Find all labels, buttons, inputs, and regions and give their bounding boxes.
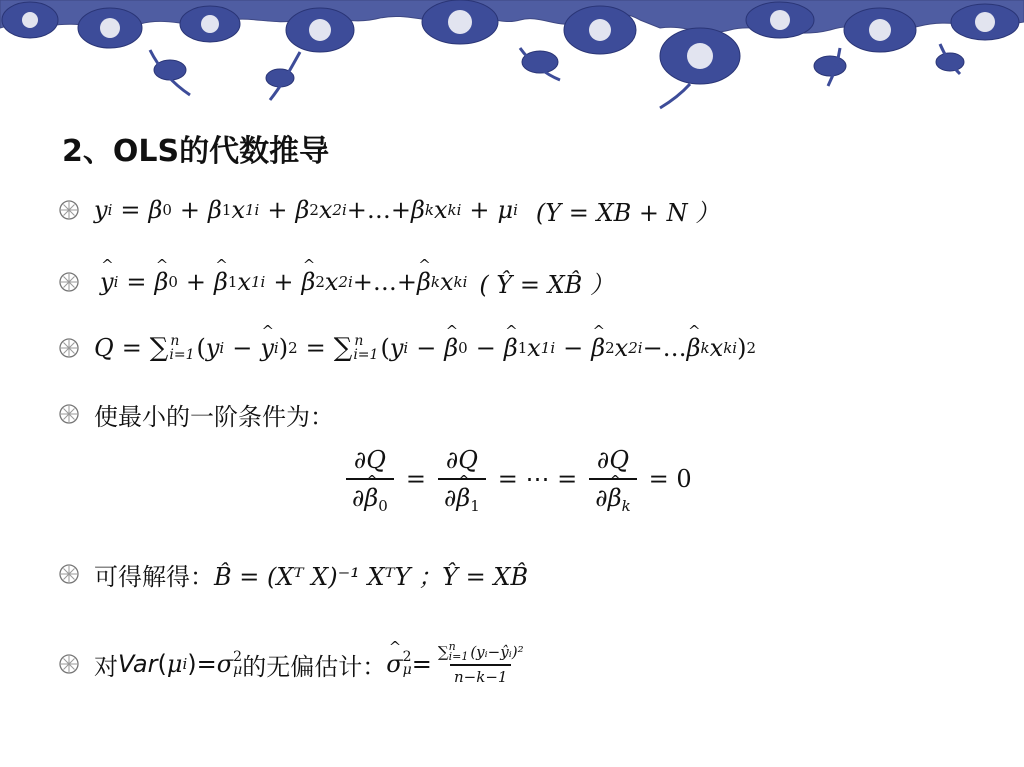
bullet-first-order-condition: [58, 394, 1018, 434]
bullet-solution: [58, 554, 1018, 594]
partial-derivatives-equation: $\frac{\partial Q}{\partial\^{} \beta_0}$ = $\frac{\partial Q}{\partial\^{} \beta_1}$ = ⋯ = $\frac{\partial Q}{\partial\^{} \beta_k}$ = 0: [342, 446, 700, 512]
variance-estimate-line: 对 Var ( μ i )= σ 2 μ 的无偏估计： ^ σ 2 μ = ∑ n i=1 (yᵢ−ŷᵢ)² n−k−1: [94, 642, 528, 686]
equation-fitted-model: ^ y i = ^ β 0 + ^ β 1 x 1i + ^ β 2 x 2i +…+ ^ β k x ki ( Ŷ = XB̂ ）: [100, 265, 614, 300]
first-order-condition-text: 使最小的一阶条件为：: [94, 402, 334, 431]
equation-population-model: y i = β 0 + β 1 x 1i + β 2 x 2i +…+ β k x ki + μ i (Y = XB + N ）: [94, 196, 720, 227]
variance-fraction: ∑ n i=1 (yᵢ−ŷᵢ)² n−k−1: [437, 640, 524, 686]
flower-bullet-icon: [58, 653, 80, 675]
equation-sum-of-squares: Q = ∑ n i=1 ( y i − ^ y i ) 2 = ∑ n i=1 ( y i − ^ β 0 − ^ β 1 x 1i − ^ β 2 x 2i −… ^ β k x ki ) 2: [94, 333, 756, 363]
flower-bullet-icon: [58, 199, 80, 221]
bullet-sum-of-squares: [58, 328, 1018, 368]
slide-title: 2、OLS的代数推导: [62, 134, 330, 169]
solution-label: 可得解得：: [94, 562, 214, 591]
solution-formula: B̂ = (Xᵀ X)⁻¹ XᵀY ；Ŷ = XB̂: [214, 562, 529, 591]
flower-bullet-icon: [58, 337, 80, 359]
flower-bullet-icon: [58, 563, 80, 585]
flower-bullet-icon: [58, 403, 80, 425]
bullet-regression-model: [58, 190, 1018, 230]
floral-border: [0, 0, 1024, 110]
bullet-fitted-model: [58, 262, 1018, 302]
flower-bullet-icon: [58, 271, 80, 293]
bullet-variance-estimate: [58, 636, 1018, 692]
